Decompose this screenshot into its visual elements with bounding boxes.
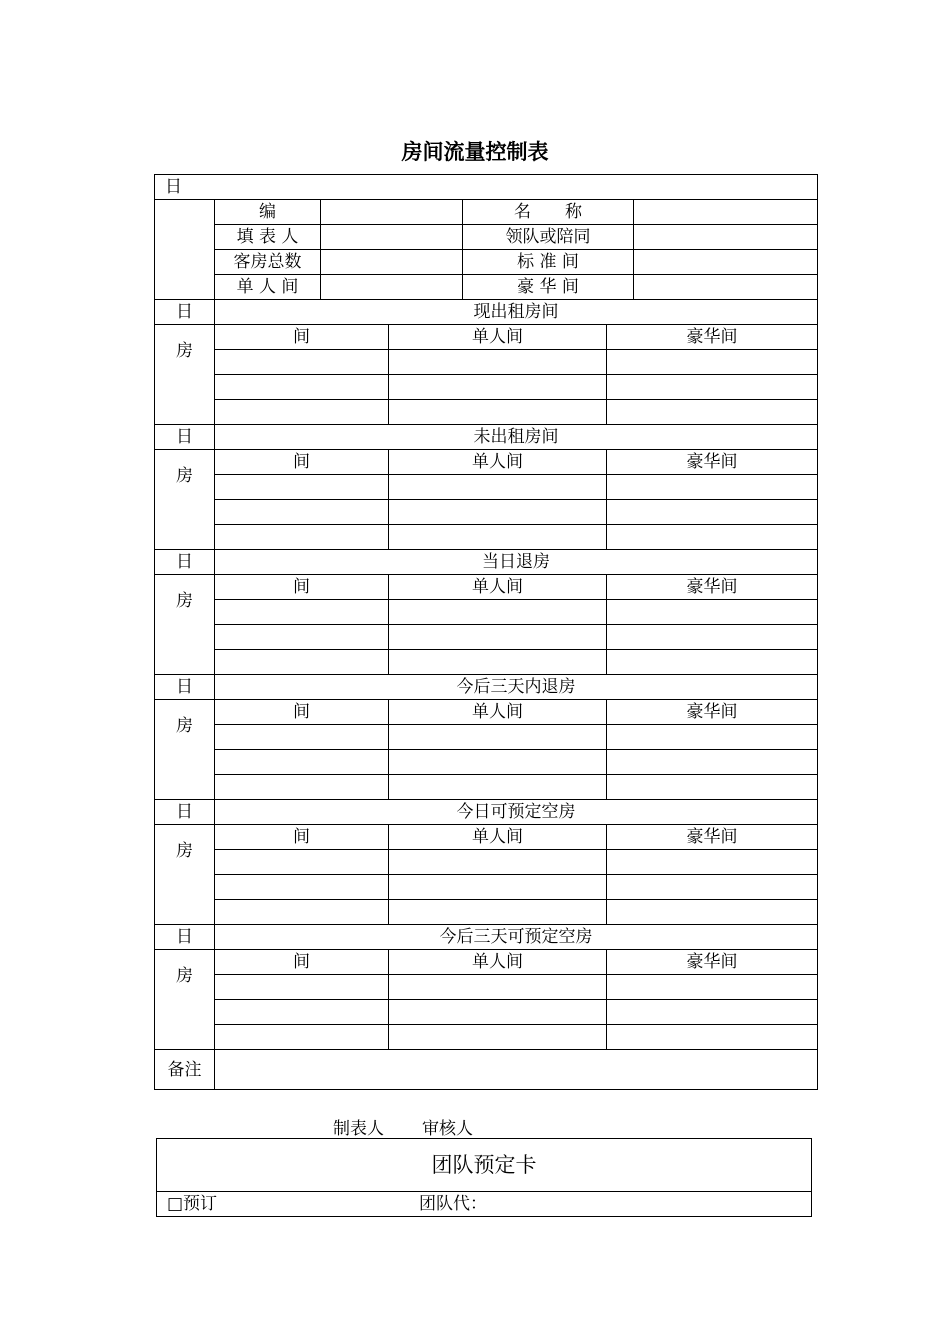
team-code-label: 团队代： (419, 1194, 487, 1214)
deluxe-count-cell[interactable] (607, 850, 818, 875)
room-flow-table (154, 174, 818, 1090)
room-count-cell[interactable] (215, 875, 389, 900)
filler-field[interactable] (321, 225, 463, 250)
room-count-cell[interactable] (215, 350, 389, 375)
column-header-single: 单人间 (389, 325, 607, 350)
single-count-cell[interactable] (389, 525, 607, 550)
room-count-cell[interactable] (215, 500, 389, 525)
section-day-label: 日 (155, 800, 215, 825)
name-label: 名 称 (463, 200, 634, 225)
deluxe-count-cell[interactable] (607, 1000, 818, 1025)
deluxe-count-cell[interactable] (607, 400, 818, 425)
table-row (155, 600, 818, 625)
column-header-single: 单人间 (389, 575, 607, 600)
maker-label: 制表人 (333, 1119, 384, 1139)
room-count-cell[interactable] (215, 600, 389, 625)
table-row (155, 725, 818, 750)
column-header-single: 单人间 (389, 700, 607, 725)
total-rooms-label: 客房总数 (215, 250, 321, 275)
column-header-room: 间 (215, 575, 389, 600)
deluxe-count-cell[interactable] (607, 600, 818, 625)
group-booking-card (156, 1138, 812, 1217)
section-room-label: 房 (155, 325, 215, 425)
team-code-blank[interactable] (487, 1198, 565, 1217)
booking-checkbox[interactable]: □预订 (167, 1194, 218, 1214)
single-room-field[interactable] (321, 275, 463, 300)
single-count-cell[interactable] (389, 500, 607, 525)
single-count-cell[interactable] (389, 725, 607, 750)
deluxe-count-cell[interactable] (607, 725, 818, 750)
page-title: 房间流量控制表 (401, 140, 549, 164)
table-row (155, 650, 818, 675)
column-header-deluxe: 豪华间 (607, 825, 818, 850)
header-blank-cell (155, 200, 215, 300)
section-room-label: 房 (155, 450, 215, 550)
standard-room-field[interactable] (634, 250, 818, 275)
deluxe-count-cell[interactable] (607, 750, 818, 775)
name-field[interactable] (634, 200, 818, 225)
section-room-label: 房 (155, 575, 215, 675)
code-field[interactable] (321, 200, 463, 225)
signature-line (333, 1114, 511, 1139)
card-title: 团队预定卡 (157, 1139, 811, 1192)
section-title: 现出租房间 (215, 300, 818, 325)
deluxe-room-label: 豪 华 间 (463, 275, 634, 300)
single-count-cell[interactable] (389, 875, 607, 900)
column-header-room: 间 (215, 825, 389, 850)
room-count-cell[interactable] (215, 900, 389, 925)
room-count-cell[interactable] (215, 975, 389, 1000)
single-count-cell[interactable] (389, 750, 607, 775)
filler-label: 填 表 人 (215, 225, 321, 250)
reviewer-label: 审核人 (422, 1119, 473, 1139)
single-count-cell[interactable] (389, 375, 607, 400)
table-row (155, 900, 818, 925)
section-title: 今日可预定空房 (215, 800, 818, 825)
room-count-cell[interactable] (215, 1000, 389, 1025)
section-room-label: 房 (155, 825, 215, 925)
deluxe-count-cell[interactable] (607, 375, 818, 400)
room-count-cell[interactable] (215, 725, 389, 750)
room-count-cell[interactable] (215, 1025, 389, 1050)
section-title: 今后三天内退房 (215, 675, 818, 700)
deluxe-count-cell[interactable] (607, 1025, 818, 1050)
section-day-label: 日 (155, 675, 215, 700)
table-row (155, 1025, 818, 1050)
section-room-label: 房 (155, 700, 215, 800)
deluxe-room-field[interactable] (634, 275, 818, 300)
section-day-label: 日 (155, 425, 215, 450)
column-header-single: 单人间 (389, 450, 607, 475)
section-title: 当日退房 (215, 550, 818, 575)
table-row (155, 525, 818, 550)
table-row (155, 850, 818, 875)
column-header-room: 间 (215, 700, 389, 725)
column-header-room: 间 (215, 450, 389, 475)
column-header-deluxe: 豪华间 (607, 325, 818, 350)
table-row (155, 625, 818, 650)
deluxe-count-cell[interactable] (607, 475, 818, 500)
deluxe-count-cell[interactable] (607, 525, 818, 550)
card-row (157, 1192, 811, 1217)
table-row (155, 475, 818, 500)
table-row (155, 975, 818, 1000)
room-flow-control-sheet (154, 174, 817, 1090)
deluxe-count-cell[interactable] (607, 350, 818, 375)
table-row (155, 775, 818, 800)
deluxe-count-cell[interactable] (607, 775, 818, 800)
single-count-cell[interactable] (389, 775, 607, 800)
section-day-label: 日 (155, 925, 215, 950)
single-count-cell[interactable] (389, 975, 607, 1000)
room-count-cell[interactable] (215, 525, 389, 550)
section-day-label: 日 (155, 550, 215, 575)
deluxe-count-cell[interactable] (607, 975, 818, 1000)
deluxe-count-cell[interactable] (607, 625, 818, 650)
single-count-cell[interactable] (389, 850, 607, 875)
leader-label: 领队或陪同 (463, 225, 634, 250)
code-label: 编 (215, 200, 321, 225)
column-header-deluxe: 豪华间 (607, 575, 818, 600)
section-title: 未出租房间 (215, 425, 818, 450)
single-count-cell[interactable] (389, 650, 607, 675)
table-row (155, 750, 818, 775)
deluxe-count-cell[interactable] (607, 900, 818, 925)
team-code-field[interactable] (419, 1192, 565, 1217)
room-count-cell[interactable] (215, 650, 389, 675)
table-row (155, 875, 818, 900)
room-count-cell[interactable] (215, 750, 389, 775)
notes-field[interactable] (215, 1050, 818, 1090)
single-count-cell[interactable] (389, 475, 607, 500)
room-count-cell[interactable] (215, 475, 389, 500)
column-header-single: 单人间 (389, 825, 607, 850)
table-row (155, 500, 818, 525)
room-count-cell[interactable] (215, 625, 389, 650)
table-row (155, 400, 818, 425)
column-header-room: 间 (215, 950, 389, 975)
deluxe-count-cell[interactable] (607, 875, 818, 900)
deluxe-count-cell[interactable] (607, 500, 818, 525)
single-count-cell[interactable] (389, 600, 607, 625)
single-count-cell[interactable] (389, 1000, 607, 1025)
section-title: 今后三天可预定空房 (215, 925, 818, 950)
table-row (155, 375, 818, 400)
leader-field[interactable] (634, 225, 818, 250)
single-count-cell[interactable] (389, 400, 607, 425)
room-count-cell[interactable] (215, 850, 389, 875)
deluxe-count-cell[interactable] (607, 650, 818, 675)
room-count-cell[interactable] (215, 400, 389, 425)
column-header-single: 单人间 (389, 950, 607, 975)
table-row (155, 1000, 818, 1025)
notes-label: 备注 (155, 1050, 215, 1090)
section-day-label: 日 (155, 300, 215, 325)
date-field[interactable]: 日 (155, 175, 818, 200)
total-rooms-field[interactable] (321, 250, 463, 275)
column-header-room: 间 (215, 325, 389, 350)
column-header-deluxe: 豪华间 (607, 950, 818, 975)
single-count-cell[interactable] (389, 1025, 607, 1050)
section-room-label: 房 (155, 950, 215, 1050)
single-count-cell[interactable] (389, 900, 607, 925)
single-room-label: 单 人 间 (215, 275, 321, 300)
single-count-cell[interactable] (389, 350, 607, 375)
single-count-cell[interactable] (389, 625, 607, 650)
table-row (155, 350, 818, 375)
standard-room-label: 标 准 间 (463, 250, 634, 275)
column-header-deluxe: 豪华间 (607, 450, 818, 475)
room-count-cell[interactable] (215, 775, 389, 800)
room-count-cell[interactable] (215, 375, 389, 400)
column-header-deluxe: 豪华间 (607, 700, 818, 725)
